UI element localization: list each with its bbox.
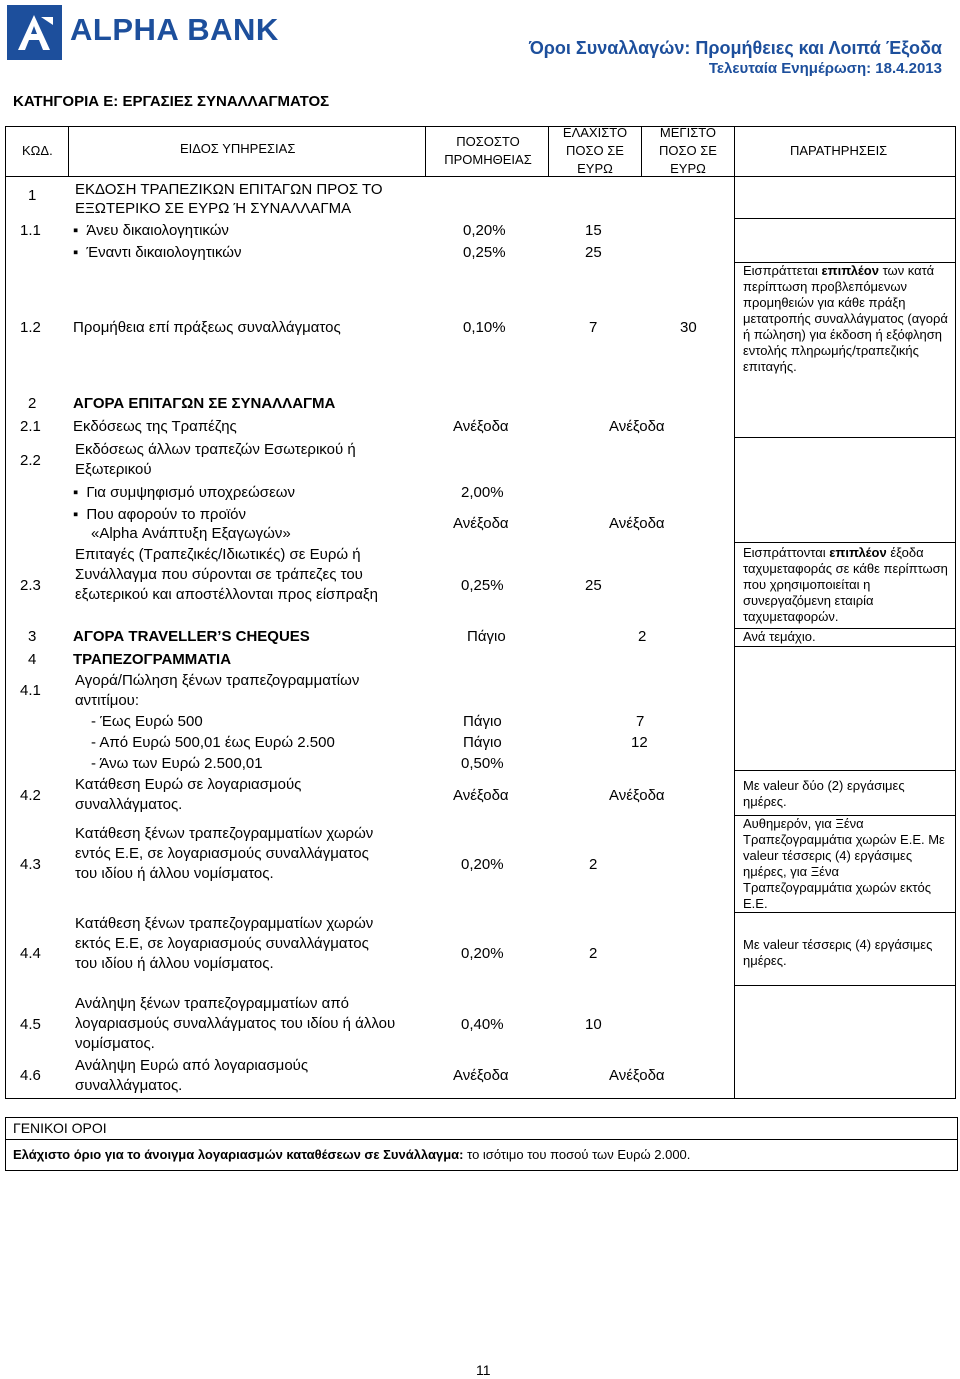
row-percent: Ανέξοδα bbox=[453, 787, 509, 804]
row-note: Με valeur δύο (2) εργάσιμες ημέρες. bbox=[743, 778, 905, 809]
row-code: 2.3 bbox=[20, 577, 41, 594]
page-title: Όροι Συναλλαγών: Προμήθειες και Λοιπά Έξοδα bbox=[528, 38, 942, 58]
row-code: 4.6 bbox=[20, 1067, 41, 1084]
general-terms-box bbox=[5, 1139, 958, 1171]
row-service: - Έως Ευρώ 500 bbox=[91, 713, 203, 730]
general-terms-heading: ΓΕΝΙΚΟΙ ΟΡΟΙ bbox=[13, 1120, 107, 1136]
col-header-percent: ΠΟΣΟΣΤΟ ΠΡΟΜΗΘΕΙΑΣ bbox=[444, 134, 532, 167]
row-percent: 2,00% bbox=[461, 484, 504, 501]
row-percent: 0,20% bbox=[463, 222, 506, 239]
row-min: 2 bbox=[638, 628, 647, 645]
row-min: Ανέξοδα bbox=[609, 418, 665, 435]
row-code: 2.2 bbox=[20, 452, 41, 469]
row-service: Επιταγές (Τραπεζικές/Ιδιωτικές) σε Ευρώ ή Συνάλλαγμα που σύρονται σε τράπεζες του εξωτερικού και αποστέλλονται προς είσπραξη bbox=[75, 546, 378, 603]
row-service: Προμήθεια επί πράξεως συναλλάγματος bbox=[73, 319, 341, 336]
general-terms-text: Ελάχιστο όριο για το άνοιγμα λογαριασμών καταθέσεων σε Συνάλλαγμα: το ισότιμο του ποσού των Ευρώ 2.000. bbox=[13, 1147, 691, 1162]
row-service: Κατάθεση Ευρώ σε λογαριασμούς συναλλάγματος. bbox=[75, 776, 302, 813]
row-percent: Πάγιο bbox=[463, 734, 502, 751]
category-title: ΚΑΤΗΓΟΡΙΑ Ε: ΕΡΓΑΣΙΕΣ ΣΥΝΑΛΛΑΓΜΑΤΟΣ bbox=[13, 93, 330, 110]
row-service: - Άνω των Ευρώ 2.500,01 bbox=[91, 755, 263, 772]
col-header-notes: ΠΑΡΑΤΗΡΗΣΕΙΣ bbox=[790, 143, 888, 158]
row-percent: Πάγιο bbox=[467, 628, 506, 645]
row-service: - Από Ευρώ 500,01 έως Ευρώ 2.500 bbox=[91, 734, 335, 751]
row-max: 30 bbox=[680, 319, 697, 336]
row-percent: 0,25% bbox=[461, 577, 504, 594]
row-min: 7 bbox=[636, 713, 645, 730]
row-min: 25 bbox=[585, 244, 602, 261]
row-service: Ανάληψη Ευρώ από λογαριασμούς συναλλάγματος. bbox=[75, 1057, 309, 1094]
row-service: ▪ Έναντι δικαιολογητικών bbox=[73, 243, 242, 263]
row-min: Ανέξοδα bbox=[609, 787, 665, 804]
col-header-max: ΜΕΓΙΣΤΟ ΠΟΣΟ ΣΕ ΕΥΡΩ bbox=[659, 125, 717, 176]
brand-name: ALPHA BANK bbox=[70, 12, 279, 47]
row-service: Κατάθεση ξένων τραπεζογραμματίων χωρών εντός Ε.Ε, σε λογαριασμούς συναλλάγματος του ιδίου ή άλλου νομίσματος. bbox=[75, 825, 374, 882]
row-percent: 0,20% bbox=[461, 945, 504, 962]
row-code: 4.4 bbox=[20, 945, 41, 962]
row-service: Κατάθεση ξένων τραπεζογραμματίων χωρών εκτός Ε.Ε, σε λογαριασμούς συναλλάγματος του ιδίου ή άλλου νομίσματος. bbox=[75, 915, 374, 972]
row-percent: Ανέξοδα bbox=[453, 1067, 509, 1084]
row-service: ΑΓΟΡΑ TRAVELLER’S CHEQUES bbox=[73, 628, 310, 645]
row-code: 4.2 bbox=[20, 787, 41, 804]
row-percent: Πάγιο bbox=[463, 713, 502, 730]
row-service: Εκδόσεως άλλων τραπεζών Εσωτερικού ή Εξωτερικού bbox=[75, 441, 356, 478]
row-percent: 0,25% bbox=[463, 244, 506, 261]
row-code: 4 bbox=[28, 651, 37, 668]
col-header-service: ΕΙΔΟΣ ΥΠΗΡΕΣΙΑΣ bbox=[180, 141, 296, 156]
last-updated: Τελευταία Ενημέρωση: 18.4.2013 bbox=[708, 60, 942, 77]
row-min: Ανέξοδα bbox=[609, 515, 665, 532]
row-code: 4.3 bbox=[20, 856, 41, 873]
row-min: 10 bbox=[585, 1016, 602, 1033]
row-percent: Ανέξοδα bbox=[453, 418, 509, 435]
row-service: ΑΓΟΡΑ ΕΠΙΤΑΓΩΝ ΣΕ ΣΥΝΑΛΛΑΓΜΑ bbox=[73, 395, 336, 412]
row-code: 1.1 bbox=[20, 222, 41, 239]
alpha-bank-logo-icon bbox=[7, 5, 62, 60]
row-service: «Alpha Ανάπτυξη Εξαγωγών» bbox=[91, 525, 291, 542]
row-min: 2 bbox=[589, 856, 598, 873]
row-service: ▪ Άνευ δικαιολογητικών bbox=[73, 221, 229, 241]
row-service: Εκδόσεως της Τραπέζης bbox=[73, 418, 237, 435]
row-percent: 0,40% bbox=[461, 1016, 504, 1033]
row-code: 4.1 bbox=[20, 682, 41, 699]
row-service: ▪ Που αφορούν το προϊόν bbox=[73, 505, 246, 525]
row-min: 7 bbox=[589, 319, 598, 336]
row-service: ΤΡΑΠΕΖΟΓΡΑΜΜΑΤΙΑ bbox=[73, 651, 232, 668]
row-note: Ανά τεμάχιο. bbox=[743, 629, 816, 644]
col-header-code: ΚΩΔ. bbox=[22, 143, 53, 158]
row-code: 2 bbox=[28, 395, 37, 412]
row-note: Εισπράττονται επιπλέον έξοδα ταχυμεταφοράς σε κάθε περίπτωση που χρησιμοποιείται η συνεργαζόμενη εταιρία ταχυμεταφορών. bbox=[743, 545, 948, 624]
page-number: 11 bbox=[476, 1362, 491, 1378]
row-note: Με valeur τέσσερις (4) εργάσιμες ημέρες. bbox=[743, 937, 933, 968]
row-note: Εισπράττεται επιπλέον των κατά περίπτωση προβλεπόμενων προμηθειών για κάθε πράξη μετατροπής συναλλάγματος (αγορά ή πώληση) για έκδοση ή εξόφληση εντολής πληρωμής/τραπεζικής επιταγής. bbox=[743, 263, 948, 374]
row-service: ▪ Για συμψηφισμό υποχρεώσεων bbox=[73, 483, 295, 503]
row-code: 1.2 bbox=[20, 319, 41, 336]
row-min: 12 bbox=[631, 734, 648, 751]
row-min: 2 bbox=[589, 945, 598, 962]
row-percent: 0,20% bbox=[461, 856, 504, 873]
row-percent: 0,10% bbox=[463, 319, 506, 336]
row-note: Αυθημερόν, για Ξένα Τραπεζογραμμάτια χωρών Ε.Ε. Με valeur τέσσερις (4) εργάσιμες ημέρες, για Ξένα Τραπεζογραμμάτια χωρών εκτός Ε.Ε. bbox=[743, 816, 945, 911]
row-service: ΕΚΔΟΣΗ ΤΡΑΠΕΖΙΚΩΝ ΕΠΙΤΑΓΩΝ ΠΡΟΣ ΤΟ ΕΞΩΤΕΡΙΚΟ ΣΕ ΕΥΡΩ Ή ΣΥΝΑΛΛΑΓΜΑ bbox=[75, 181, 383, 217]
row-service: Ανάληψη ξένων τραπεζογραμματίων από λογαριασμούς συναλλάγματος του ιδίου ή άλλου νομίσματος. bbox=[75, 995, 396, 1052]
row-percent: 0,50% bbox=[461, 755, 504, 772]
row-min: 15 bbox=[585, 222, 602, 239]
row-service: Αγορά/Πώληση ξένων τραπεζογραμματίων αντιτίμου: bbox=[75, 672, 360, 709]
col-header-min: ΕΛΑΧΙΣΤΟ ΠΟΣΟ ΣΕ ΕΥΡΩ bbox=[562, 125, 628, 176]
row-code: 3 bbox=[28, 628, 37, 645]
row-code: 4.5 bbox=[20, 1016, 41, 1033]
row-code: 2.1 bbox=[20, 418, 41, 435]
row-percent: Ανέξοδα bbox=[453, 515, 509, 532]
row-min: 25 bbox=[585, 577, 602, 594]
row-min: Ανέξοδα bbox=[609, 1067, 665, 1084]
general-terms-heading-box bbox=[5, 1117, 958, 1140]
row-code: 1 bbox=[28, 187, 37, 204]
